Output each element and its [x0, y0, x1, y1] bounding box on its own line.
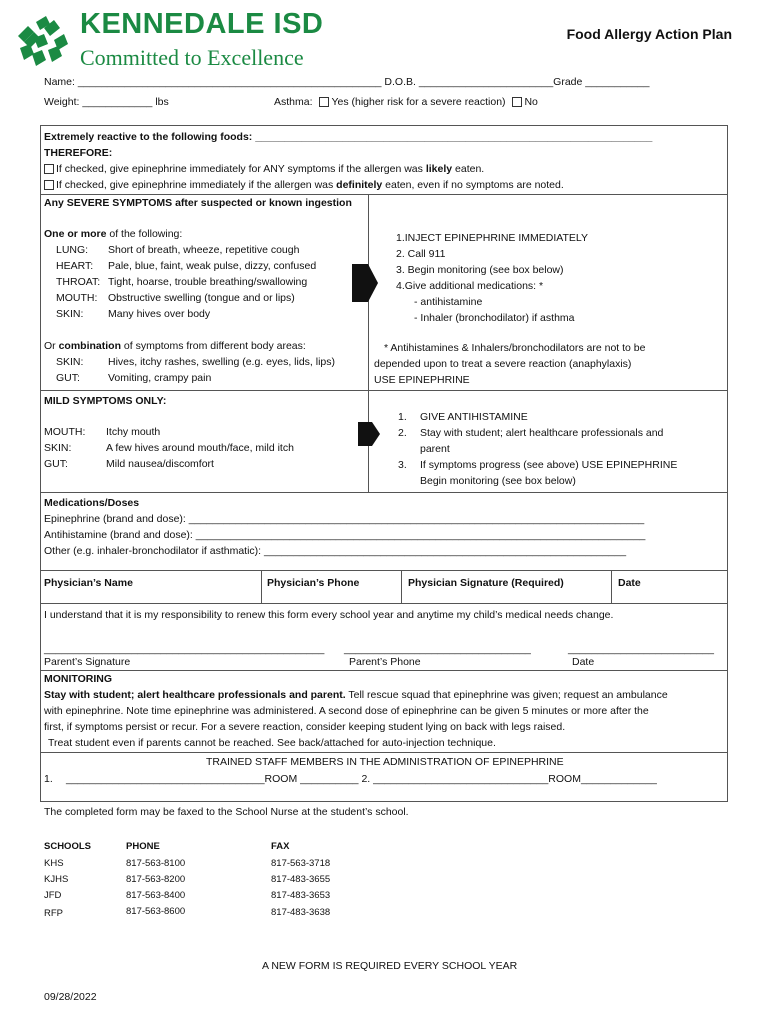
school-name: KHS	[44, 858, 64, 869]
mild-heading: MILD SYMPTOMS ONLY:	[44, 395, 167, 407]
divider	[40, 390, 728, 391]
divider	[40, 194, 728, 195]
other-medication-field[interactable]: Other (e.g. inhaler-bronchodilator if asthmatic): ______________________________________________________________	[44, 545, 627, 557]
school-phone: 817-563-8400	[126, 890, 186, 901]
severe-symptom: SKIN: Many hives over body	[56, 308, 211, 320]
severe-action: 3. Begin monitoring (see box below)	[396, 264, 564, 276]
form-revision-date: 09/28/2022	[44, 991, 97, 1003]
page-title: Food Allergy Action Plan	[566, 26, 732, 42]
parent-signature-label: Parent’s Signature	[44, 656, 131, 668]
asthma-no-label: No	[524, 96, 538, 108]
combination-symptom: GUT: Vomiting, crampy pain	[56, 372, 212, 384]
divider	[40, 670, 728, 671]
physician-date-field[interactable]: Date	[618, 577, 641, 589]
parent-phone-label: Parent’s Phone	[349, 656, 421, 668]
divider	[40, 492, 728, 493]
parent-date-field[interactable]: _________________________	[568, 643, 714, 655]
mild-symptom: GUT: Mild nausea/discomfort	[44, 458, 214, 470]
severe-intro: One or more of the following:	[44, 228, 183, 240]
combination-symptom: SKIN: Hives, itchy rashes, swelling (e.g. eyes, lids, lips)	[56, 356, 335, 368]
school-fax: 817-483-3653	[271, 890, 331, 901]
district-tagline: Committed to Excellence	[80, 45, 304, 70]
severe-symptom: MOUTH: Obstructive swelling (tongue and or lips)	[56, 292, 295, 304]
definitely-checkbox[interactable]	[44, 180, 54, 190]
renewal-statement: I understand that it is my responsibility to renew this form every school year and anytime my child’s medical needs change.	[44, 609, 614, 621]
fax-note: The completed form may be faxed to the School Nurse at the student’s school.	[44, 806, 409, 818]
monitoring-text: Stay with student; alert healthcare professionals and parent. Tell rescue squad that epinephrine was given; request an ambulance	[44, 689, 668, 701]
severe-heading: Any SEVERE SYMPTOMS after suspected or known ingestion	[44, 197, 352, 209]
therefore-label: THEREFORE:	[44, 147, 113, 159]
combination-intro: Or combination of symptoms from different body areas:	[44, 340, 306, 352]
severe-action: - antihistamine	[414, 296, 483, 308]
school-phone: 817-563-8600	[126, 906, 186, 917]
arrow-right-icon	[350, 262, 380, 304]
medication-note: * Antihistamines & Inhalers/bronchodilators are not to be	[384, 342, 646, 354]
trained-staff-heading: TRAINED STAFF MEMBERS IN THE ADMINISTRATION OF EPINEPHRINE	[206, 756, 564, 768]
monitoring-text: first, if symptoms persist or recur. For a severe reaction, consider keeping student lying on back with legs raised.	[44, 721, 566, 733]
school-name: KJHS	[44, 874, 69, 885]
school-fax: 817-483-3655	[271, 874, 331, 885]
severe-action: - Inhaler (bronchodilator) if asthma	[414, 312, 575, 324]
school-fax: 817-483-3638	[271, 907, 331, 918]
student-name-dob-grade-field[interactable]: Name: ____________________________________________________ D.O.B. _______________________Grade ___________	[44, 76, 650, 88]
cell-divider	[401, 570, 402, 603]
parent-date-label: Date	[572, 656, 595, 668]
parent-signature-field[interactable]: ________________________________________________	[44, 643, 325, 655]
divider	[40, 603, 728, 604]
severe-action: 4.Give additional medications: *	[396, 280, 544, 292]
school-name: JFD	[44, 890, 62, 901]
school-phone: 817-563-8200	[126, 874, 186, 885]
medication-note: USE EPINEPHRINE	[374, 374, 470, 386]
physician-phone-field[interactable]: Physician’s Phone	[267, 577, 360, 589]
epinephrine-dose-field[interactable]: Epinephrine (brand and dose): ______________________________________________________________________________	[44, 513, 645, 525]
mild-action: 1. GIVE ANTIHISTAMINE	[398, 411, 528, 423]
school-phone: 817-563-8100	[126, 858, 186, 869]
trained-staff-field[interactable]: __________________________________ROOM __________ 2. ______________________________ROOM_____________	[66, 773, 657, 785]
asthma-yes-label: Yes (higher risk for a severe reaction)	[331, 96, 506, 108]
weight-field[interactable]: Weight: ____________ lbs	[44, 96, 169, 108]
medications-heading: Medications/Doses	[44, 497, 140, 509]
annual-requirement-note: A NEW FORM IS REQUIRED EVERY SCHOOL YEAR	[262, 960, 518, 972]
severe-symptom: HEART: Pale, blue, faint, weak pulse, dizzy, confused	[56, 260, 317, 272]
asthma-question	[274, 96, 538, 108]
school-name: RFP	[44, 908, 63, 919]
severe-action: 1.INJECT EPINEPHRINE IMMEDIATELY	[396, 232, 588, 244]
mild-action: 3. If symptoms progress (see above) USE EPINEPHRINE	[398, 459, 678, 471]
mild-action: Begin monitoring (see box below)	[420, 475, 576, 487]
antihistamine-dose-field[interactable]: Antihistamine (brand and dose): _____________________________________________________________________________	[44, 529, 646, 541]
monitoring-text: Treat student even if parents cannot be reached. See back/attached for auto-injection technique.	[48, 737, 496, 749]
cell-divider	[611, 570, 612, 603]
monitoring-heading: MONITORING	[44, 673, 113, 685]
mild-symptom: MOUTH: Itchy mouth	[44, 426, 161, 438]
asthma-yes-checkbox[interactable]	[319, 97, 329, 107]
allergen-foods-field[interactable]: Extremely reactive to the following foods: ____________________________________________________________________	[44, 131, 653, 143]
parent-phone-field[interactable]: ________________________________	[344, 643, 531, 655]
medication-note: depended upon to treat a severe reaction (anaphylaxis)	[374, 358, 632, 370]
district-logo-icon	[14, 14, 70, 70]
likely-checkbox[interactable]	[44, 164, 54, 174]
asthma-label: Asthma:	[274, 96, 313, 108]
divider	[40, 752, 728, 753]
trained-staff-number: 1.	[44, 773, 53, 785]
severe-symptom: LUNG: Short of breath, wheeze, repetitive cough	[56, 244, 300, 256]
schools-header: SCHOOLS	[44, 841, 91, 852]
school-fax: 817-563-3718	[271, 858, 331, 869]
arrow-right-icon	[356, 420, 382, 448]
mild-action: 2. Stay with student; alert healthcare professionals and	[398, 427, 664, 439]
district-name: KENNEDALE ISD	[80, 8, 324, 40]
monitoring-text: with epinephrine. Note time epinephrine was administered. A second dose of epinephrine can be given 5 minutes or more after the	[44, 705, 649, 717]
mild-action: parent	[420, 443, 450, 455]
cell-divider	[261, 570, 262, 603]
allergen-option-definitely: If checked, give epinephrine immediately if the allergen was definitely eaten, even if no symptoms are noted.	[44, 179, 564, 191]
asthma-no-checkbox[interactable]	[512, 97, 522, 107]
severe-symptom: THROAT: Tight, hoarse, trouble breathing/swallowing	[56, 276, 308, 288]
mild-symptom: SKIN: A few hives around mouth/face, mild itch	[44, 442, 294, 454]
severe-action: 2. Call 911	[396, 248, 446, 260]
fax-header: FAX	[271, 841, 290, 852]
allergen-option-likely: If checked, give epinephrine immediately for ANY symptoms if the allergen was likely eaten.	[44, 163, 484, 175]
physician-signature-field[interactable]: Physician Signature (Required)	[408, 577, 564, 589]
phone-header: PHONE	[126, 841, 160, 852]
divider	[40, 570, 728, 571]
physician-name-field[interactable]: Physician’s Name	[44, 577, 133, 589]
